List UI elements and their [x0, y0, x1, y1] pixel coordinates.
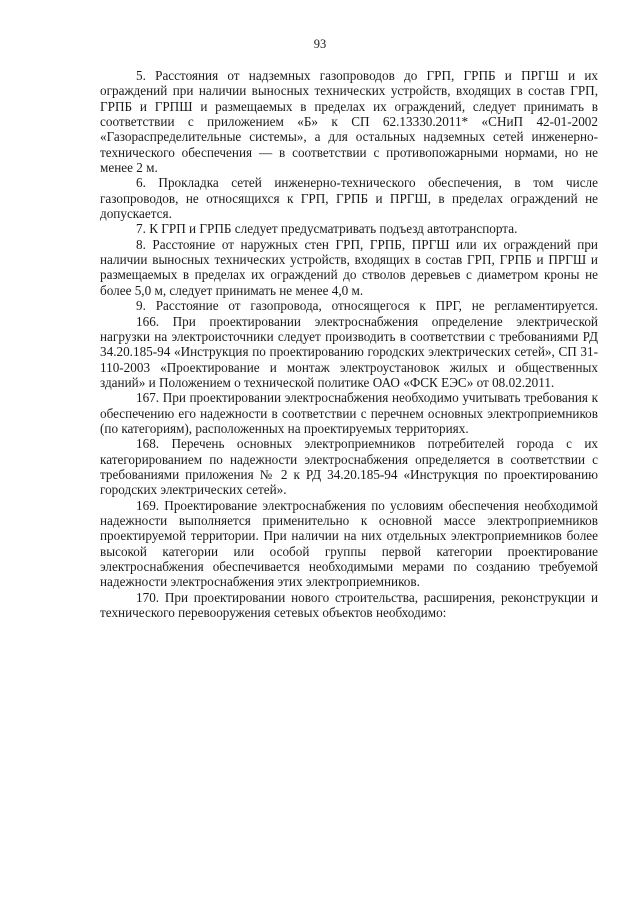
paragraph-167-reliability: 167. При проектировании электроснабжения необходимо учитывать требования к обеспечению его надежности в соответствии с перечнем основных электроприемников (по категориям), расположенных на проектируемых территориях.	[100, 390, 598, 436]
paragraph-9-prg-distance: 9. Расстояние от газопровода, относящегося к ПРГ, не регламентируется.	[136, 298, 598, 314]
paragraph-168-consumer-list: 168. Перечень основных электроприемников потребителей города с их категорированием по надежности электроснабжения определяется в соответствии с требованиями приложения № 2 к РД 34.20.185-94 «Инструкция по проектированию городских электрических сетей».	[100, 436, 598, 498]
paragraph-169-reliability-measures: 169. Проектирование электроснабжения по условиям обеспечения необходимой надежности выполняется применительно к основной массе электроприемников проектируемой территории. При наличии на них отдельных электроприемников более высокой категории или особой группы первой категории проектирование электроснабжения обеспечивается необходимыми мерами по созданию требуемой надежности электроснабжения этих электроприемников.	[100, 497, 598, 590]
paragraph-5-gas-distances: 5. Расстояния от надземных газопроводов до ГРП, ГРПБ и ПРГШ и их ограждений при наличии выносных технических устройств, входящих в состав ГРП, ГРПБ и ГРПШ и размещаемых в пределах их ограждений, следует принимать в соответствии с приложением «Б» к СП 62.13330.2011* «СНиП 42-01-2002 «Газораспределительные системы», а для остальных надземных сетей инженерно-технического обеспечения — в соответствии с противопожарными нормами, но не менее 2 м.	[100, 68, 598, 176]
paragraph-6-networks-laying: 6. Прокладка сетей инженерно-технического обеспечения, в том числе газопроводов, не относящихся к ГРП, ГРПБ и ПРГШ, в пределах ограждений не допускается.	[100, 175, 598, 222]
body-text	[100, 68, 598, 620]
paragraph-170-construction: 170. При проектировании нового строительства, расширения, реконструкции и технического перевооружения сетевых объектов необходимо:	[100, 589, 598, 621]
page-number: 93	[313, 37, 327, 51]
paragraph-8-tree-distances: 8. Расстояние от наружных стен ГРП, ГРПБ, ПРГШ или их ограждений при наличии выносных технических устройств, входящих в состав ГРП, ГРПБ и ПРГШ и размещаемых в пределах их ограждений до стволов деревьев с диаметром кроны не более 5,0 м, следует принимать не менее 4,0 м.	[100, 236, 598, 298]
paragraph-7-vehicle-access: 7. К ГРП и ГРПБ следует предусматривать подъезд автотранспорта.	[136, 221, 518, 237]
paragraph-166-load-design: 166. При проектировании электроснабжения определение электрической нагрузки на электроисточники следует производить в соответствии с требованиями РД 34.20.185-94 «Инструкция по проектированию городских электрических сетей», СП 31-110-2003 «Проектирование и монтаж электроустановок жилых и общественных зданий» и Положением о технической политике ОАО «ФСК ЕЭС» от 08.02.2011.	[100, 313, 598, 390]
